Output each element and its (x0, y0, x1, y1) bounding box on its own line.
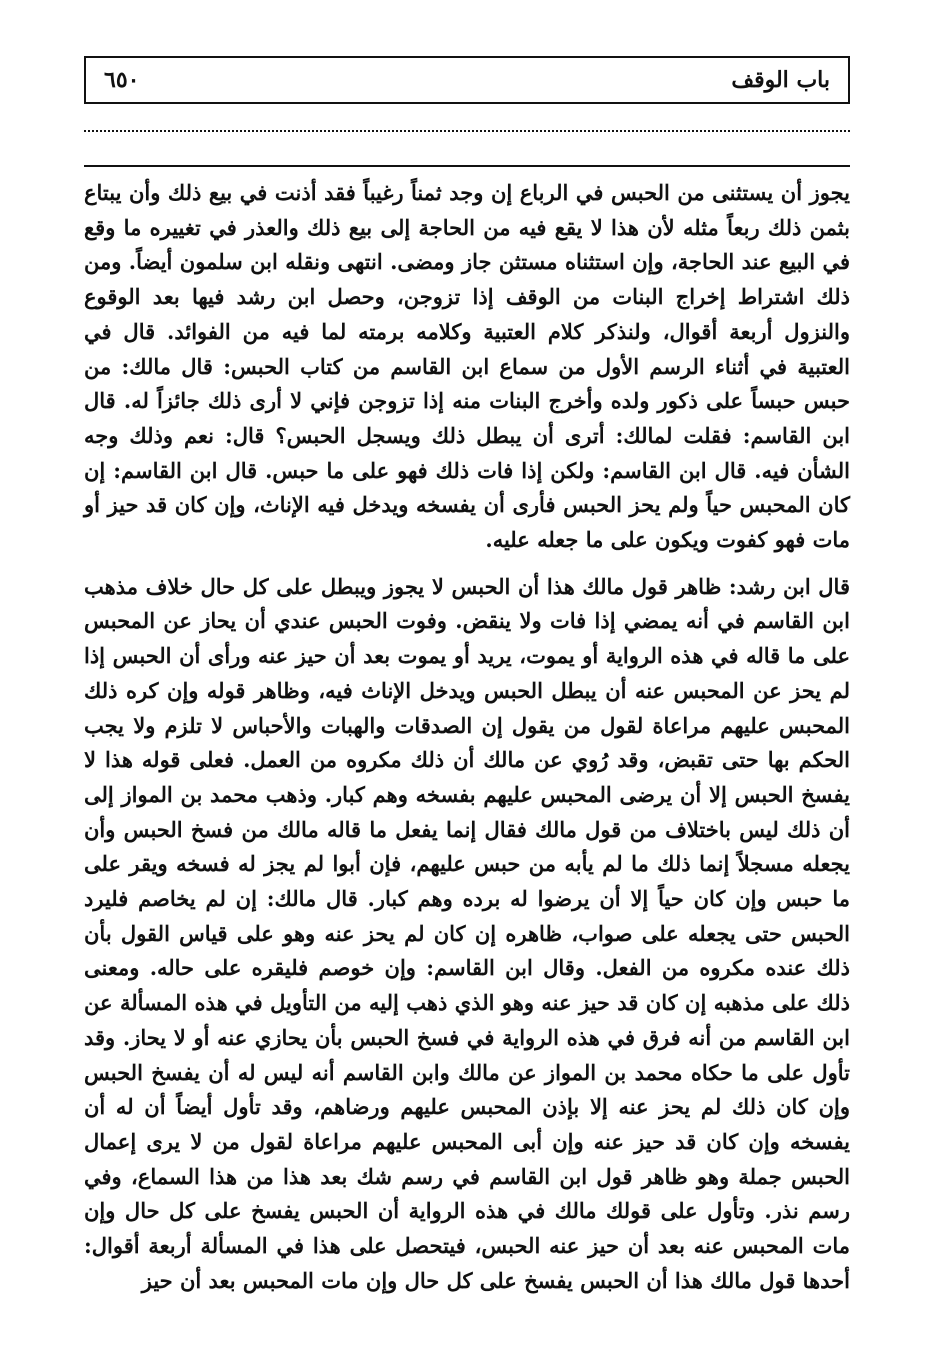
paragraph: قال ابن رشد: ظاهر قول مالك هذا أن الحبس لا يجوز ويبطل على كل حال خلاف مذهب ابن القاسم في أنه يمضي إذا فات ولا ينقض. وفوت الحبس عندي أن يحاز عن المحبس على ما قاله في هذه الرواية أو يموت، يريد أو يموت بعد أن حيز عنه ورأى أن الحبس إذا لم يحز عن المحبس عنه أن يبطل الحبس ويدخل الإناث فيه، وظاهر قوله وإن كره ذلك المحبس عليهم مراعاة لقول من يقول إن الصدقات والهبات والأحباس لا تلزم ولا يجب الحكم بها حتى تقبض، وقد رُوي عن مالك أن ذلك مكروه من العمل. فعلى قوله هذا لا يفسخ الحبس إلا أن يرضى المحبس عليهم بفسخه وهم كبار. وذهب محمد بن المواز إلى أن ذلك ليس باختلاف من قول مالك فقال إنما يفعل ما قاله مالك من فسخ الحبس وأن يجعله مسجلاً إنما ذلك ما لم يأبه من حبس عليهم، فإن أبوا لم يجز له فسخه ويقر على ما حبس وإن كان حياً إلا أن يرضوا له برده وهم كبار. قال مالك: إن لم يخاصم فليرد الحبس حتى يجعله على صواب، ظاهره إن كان لم يحز عنه وهو على قياس القول بأن ذلك عنده مكروه من الفعل. وقال ابن القاسم: وإن خوصم فليقره على حاله. ومعنى ذلك على مذهبه إن كان قد حيز عنه وهو الذي ذهب إليه من التأويل في هذه المسألة عن ابن القاسم من أنه فرق في هذه الرواية في فسخ الحبس بأن يحازي عنه أو لا يحاز. وقد تأول على ما حكاه محمد بن المواز عن مالك وابن القاسم أنه ليس له أن يفسخ الحبس وإن كان ذلك لم يحز عنه إلا بإذن المحبس عليهم ورضاهم، وقد تأول أيضاً أن له أن يفسخه وإن كان قد حيز عنه وإن أبى المحبس عليهم مراعاة لقول من لا يرى إعمال الحبس جملة وهو ظاهر قول ابن القاسم في رسم شك بعد هذا من هذا السماع، وفي رسم نذر. وتأول على قولك مالك في هذه الرواية أن الحبس يفسخ على كل حال وإن مات المحبس عنه بعد أن حيز عنه الحبس، فيتحصل على هذا في المسألة أربعة أقوال: أحدها قول مالك هذا أن الحبس يفسخ على كل حال وإن مات المحبس بعد أن حيز (84, 573, 850, 1293)
body-text (84, 176, 850, 1299)
running-header (84, 56, 850, 104)
page-number: ٦٥٠ (104, 67, 140, 93)
header-rule (84, 165, 850, 167)
paragraph: يجوز أن يستثنى من الحبس في الرباع إن وجد ثمناً رغيباً فقد أذنت في بيع ذلك وأن يبتاع بثمن ذلك ربعاً مثله لأن هذا لا يقع فيه من الحاجة إلى بيع ذلك والعذر في تغييره ما وقع في البيع عند الحاجة، وإن استثناه مستثن جاز ومضى. انتهى ونقله ابن سلمون أيضاً. ومن ذلك اشتراط إخراج البنات من الوقف إذا تزوجن، وحصل ابن رشد فيها بعد الوقوع والنزول أربعة أقوال، ولنذكر كلام العتبية وكلامه برمته لما فيه من الفوائد. قال في العتبية في أثناء الرسم الأول من سماع ابن القاسم من كتاب الحبس: قال مالك: من حبس حبساً على ذكور ولده وأخرج البنات منه إذا تزوجن فإني لا أرى ذلك جائزاً له. قال ابن القاسم: فقلت لمالك: أترى أن يبطل ذلك ويسجل الحبس؟ قال: نعم وذلك وجه الشأن فيه. قال ابن القاسم: ولكن إذا فات ذلك فهو على ما حبس. قال ابن القاسم: إن كان المحبس حياً ولم يحز الحبس فأرى أن يفسخه ويدخل فيه الإناث، وإن كان قد حيز أو مات فهو كفوت ويكون على ما جعله عليه. (84, 180, 850, 553)
chapter-title: باب الوقف (731, 67, 830, 93)
dotted-separator (84, 130, 850, 132)
